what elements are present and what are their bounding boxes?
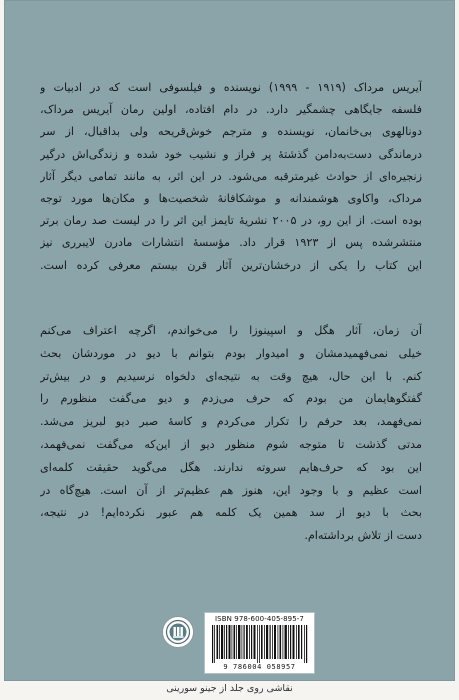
- description-line: منتشرشده پس از ۱۹۲۳ قرار داد. مؤسسهٔ انتشارات مادرن لایبرری نیز: [40, 236, 422, 250]
- description-line: دونالهوی بی‌خانمان، نویسنده و مترجم خوش‌قریحه ولی بداقبال، از سر: [40, 125, 422, 139]
- excerpt-line: بحث با دیو از سد همین یک کلمه هم عبور نکرده‌ایم! در نتیجه،: [40, 506, 422, 520]
- description-line: زنجیره‌ای از حوادث غیرمترقبه می‌شود. در این اثر، به مانند تمامی دیگر آثار: [40, 169, 422, 183]
- description-line: این کتاب را یکی از درخشان‌ترین آثار قرن بیستم معرفی کرده است.: [40, 258, 422, 272]
- excerpt-line: نمی‌فهمد، بعد حرفم را تکرار می‌کردم و کاسهٔ صبر دیو لبریز می‌شد.: [40, 415, 422, 429]
- description-line: آیریس مرداک (۱۹۱۹ - ۱۹۹۹) نویسنده و فیلسوفی است که در ادبیات و: [40, 81, 422, 94]
- excerpt-line: دست از تلاش برداشته‌ام.: [304, 529, 422, 543]
- cover-art-credit: نقاشی روی جلد از جینو سورینی: [166, 683, 293, 694]
- description-line: فلسفه جایگاهی چشمگیر دارد. در دام افتاده، اولین رمان آیریس مرداک،: [40, 103, 422, 117]
- cover-panel: [4, 0, 455, 681]
- excerpt-line: آن زمان، آثار هگل و اسپینوزا را می‌خواندم، اگرچه اعتراف می‌کنم: [40, 324, 422, 337]
- excerpt-line: مدتی گذشت تا متوجه شوم منظور دیو از این‌که می‌گفت نمی‌فهمد،: [40, 437, 422, 451]
- book-description: [40, 77, 422, 277]
- barcode-graphic: [211, 625, 310, 663]
- excerpt-line: خیلی نمی‌فهمیدمشان و امیدوار بودم بتوانم با دیو در موردشان بحث: [40, 346, 422, 360]
- excerpt-line: گفتگوهایمان من بودم که حرف می‌زدم و دیو می‌گفت منظورم را: [40, 392, 422, 406]
- description-line: بوده است. از این رو، در ۲۰۰۵ نشریهٔ تایمز این اثر را در لیست صد رمان برتر: [40, 214, 422, 228]
- description-line: درماندگی دست‌به‌دامن گذشته‌ٔ پر فراز و نشیب خود شده و زندگی‌اش درگیر: [40, 147, 422, 161]
- book-excerpt: [40, 320, 422, 548]
- isbn-text: ISBN 978-600-405-895-7: [215, 615, 304, 623]
- publisher-logo-icon: [162, 616, 194, 648]
- excerpt-line: این بود که حرف‌هایم سروته ندارند. هگل می‌گوید حقیقت کلمه‌ای: [40, 460, 422, 474]
- publisher-logo-graphic: [163, 617, 193, 647]
- barcode-label: [204, 612, 315, 674]
- description-line: مرداک، واکاوی هوشمندانه و موشکافانهٔ شخصیت‌ها و مکان‌ها مورد توجه: [40, 192, 422, 206]
- excerpt-line: است عظیم و با وجود این، هنوز هم عظیم‌تر از آن است. هیچ‌گاه در: [40, 483, 422, 497]
- excerpt-line: کنم. با این حال، هیچ وقت به نتیجه‌ای دلخواه نرسیدیم و در بیش‌تر: [40, 369, 422, 383]
- barcode-digits: 9 786004 058957: [223, 663, 296, 671]
